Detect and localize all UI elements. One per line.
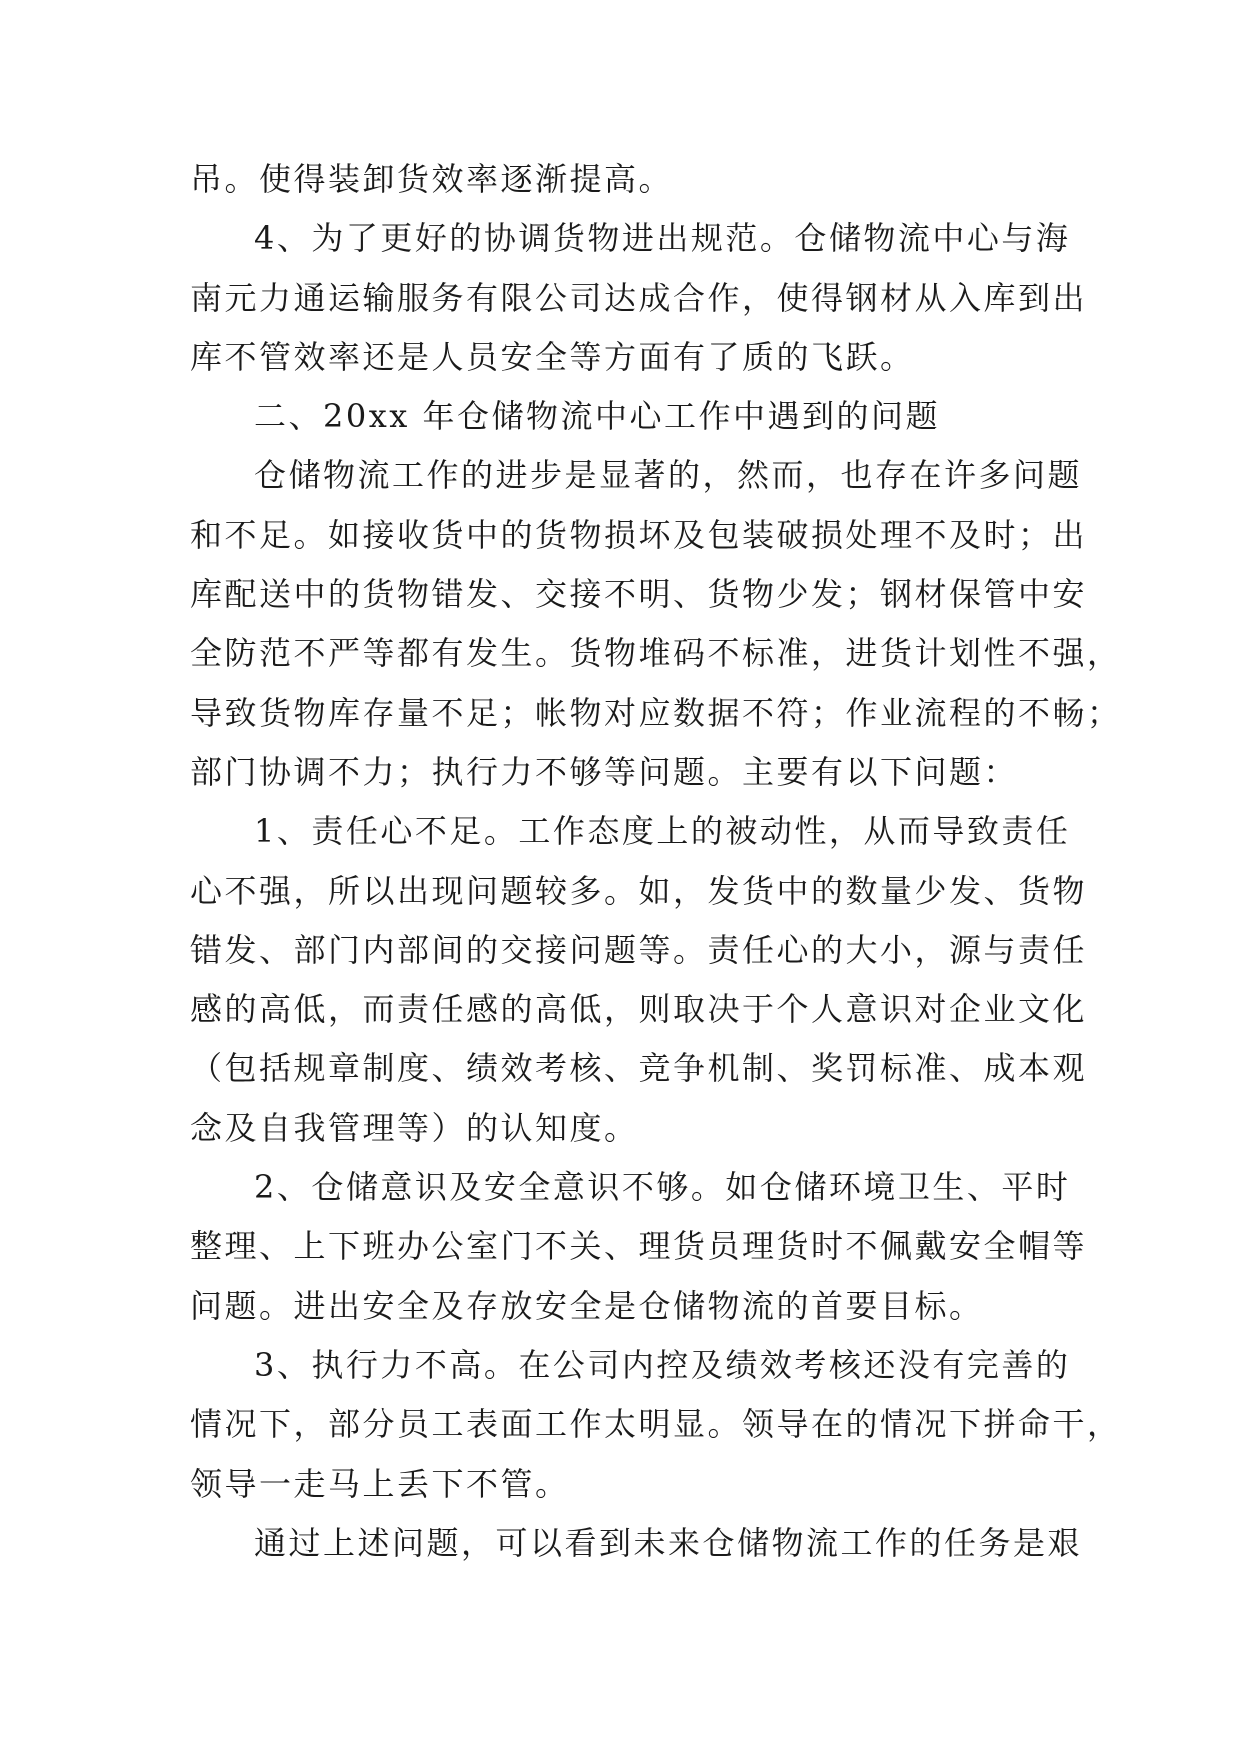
text-line: 吊。使得装卸货效率逐渐提高。 [190,160,674,198]
text-line: 领导一走马上丢下不管。 [190,1464,570,1503]
text-line: 和不足。如接收货中的货物损坏及包装破损处理不及时；出 [190,515,1088,554]
text-line: 4、为了更好的协调货物进出规范。仓储物流中心与海 [254,219,1071,258]
text-line: 导致货物库存量不足；帐物对应数据不符；作业流程的不畅； [190,693,1122,732]
text-line: 1、责任心不足。工作态度上的被动性，从而导致责任 [254,812,1071,851]
text-line: 仓储物流工作的进步是显著的，然而，也存在许多问题 [254,456,1083,495]
text-line: 库不管效率还是人员安全等方面有了质的飞跃。 [190,337,915,376]
text-line: 部门协调不力；执行力不够等问题。主要有以下问题： [190,752,1019,791]
text-line: 南元力通运输服务有限公司达成合作，使得钢材从入库到出 [190,278,1088,317]
text-line: 错发、部门内部间的交接问题等。责任心的大小，源与责任 [190,930,1088,969]
text-line: 通过上述问题，可以看到未来仓储物流工作的任务是艰 [254,1523,1083,1562]
document-body [190,150,1122,1573]
text-line: 全防范不严等都有发生。货物堆码不标准，进货计划性不强， [190,634,1122,673]
text-line: （包括规章制度、绩效考核、竞争机制、奖罚标准、成本观 [190,1049,1088,1088]
text-line: 问题。进出安全及存放安全是仓储物流的首要目标。 [190,1286,984,1325]
text-line: 感的高低，而责任感的高低，则取决于个人意识对企业文化 [190,990,1088,1029]
text-line: 3、执行力不高。在公司内控及绩效考核还没有完善的 [254,1345,1071,1384]
text-line: 心不强，所以出现问题较多。如，发货中的数量少发、货物 [190,871,1088,910]
text-line: 情况下，部分员工表面工作太明显。领导在的情况下拼命干， [190,1405,1122,1444]
text-line: 2、仓储意识及安全意识不够。如仓储环境卫生、平时 [254,1168,1071,1207]
text-line: 整理、上下班办公室门不关、理货员理货时不佩戴安全帽等 [190,1227,1088,1266]
text-line: 念及自我管理等）的认知度。 [190,1108,639,1147]
text-line: 库配送中的货物错发、交接不明、货物少发；钢材保管中安 [190,575,1088,614]
text-line: 二、20xx 年仓储物流中心工作中遇到的问题 [254,397,940,436]
